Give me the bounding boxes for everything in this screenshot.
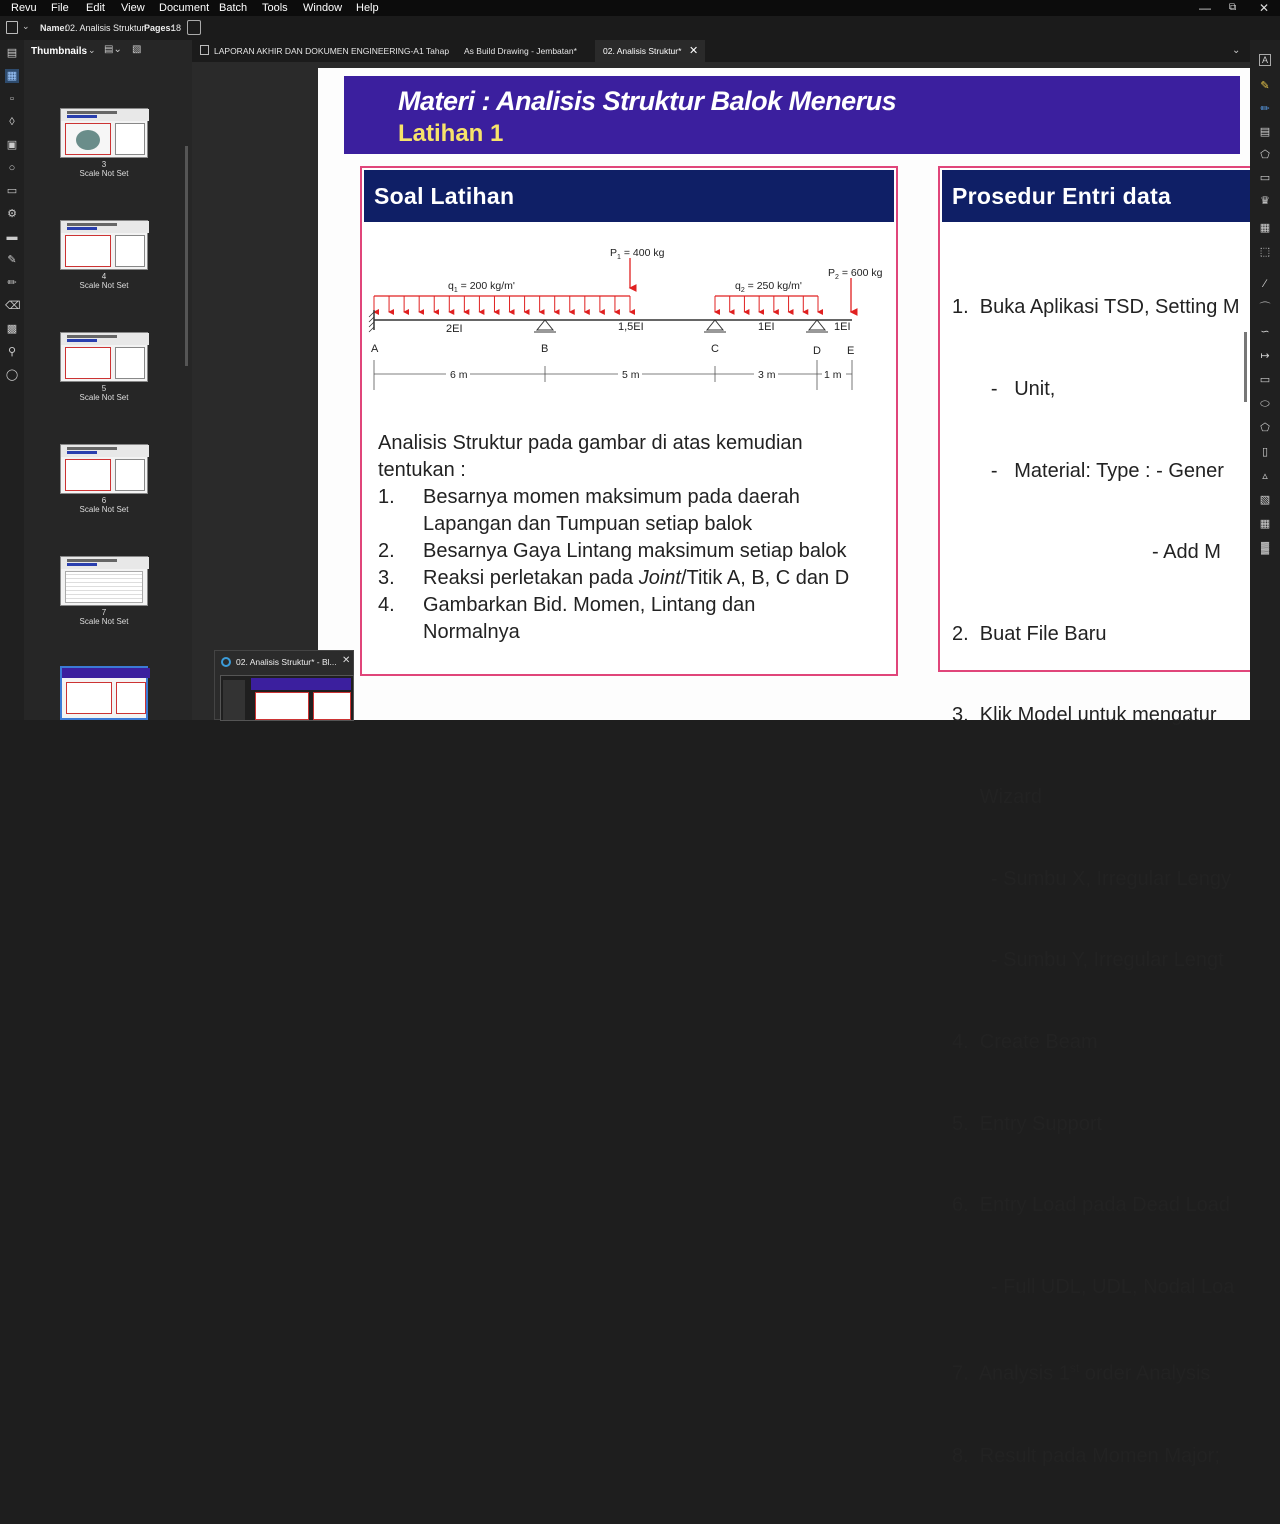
procedure-line: 5. Entry Support [952, 1112, 1103, 1135]
eraser-icon[interactable]: ⌫ [5, 300, 21, 312]
question-text: Reaksi perletakan pada Joint/Titik A, B, C dan D [423, 567, 850, 589]
thumbnail-page-5[interactable] [60, 332, 148, 382]
slide-banner [344, 76, 1240, 154]
question-item [378, 484, 893, 538]
thumbnail-page-3[interactable] [60, 108, 148, 158]
thumbnails-scrollbar[interactable] [185, 146, 188, 366]
menu-help[interactable]: Help [356, 2, 379, 14]
question-text: Gambarkan Bid. Momen, Lintang dan [423, 594, 756, 616]
ei-label: 1,5EI [618, 321, 644, 333]
procedure-line: - Material: Type : - Gener [952, 459, 1224, 482]
menu-edit[interactable]: Edit [86, 2, 105, 14]
thumbnail-scale: Scale Not Set [79, 281, 129, 290]
preview-title: 02. Analisis Struktur* - Bl... [236, 657, 337, 667]
preview-thumbnail [220, 675, 354, 721]
thumbnail-page-7[interactable] [60, 556, 148, 606]
slide-subtitle: Latihan 1 [398, 120, 504, 147]
ei-label: 2EI [446, 323, 463, 335]
procedure-line: - Sumbu Y, Irregular Lengt [952, 949, 1224, 972]
question-number: 2. [378, 540, 395, 562]
line-icon[interactable]: ∕ [1264, 278, 1266, 290]
image-icon[interactable]: ▦ [1259, 222, 1271, 234]
polygon-icon[interactable]: ⬠ [1260, 422, 1270, 434]
chevron-down-icon[interactable]: ⌄ [22, 21, 30, 31]
procedure-line: 8. Result pada Momen Major; [952, 1444, 1220, 1467]
bookmarks-icon[interactable]: ▫ [10, 93, 14, 105]
intro-line: tentukan : [378, 459, 466, 481]
q2-label: $q_2 = 250$ kg/m' [735, 280, 802, 294]
toolchest-icon[interactable]: ▣ [6, 139, 18, 151]
layers-icon[interactable]: ◊ [9, 116, 15, 128]
question-item [378, 592, 893, 646]
close-tab-icon[interactable]: ✕ [689, 45, 699, 57]
document-icon[interactable] [6, 21, 18, 34]
document-canvas[interactable] [192, 62, 1250, 1467]
name-label: Name: [40, 23, 68, 33]
question-item [378, 538, 893, 565]
procedure-list [952, 240, 1240, 1524]
links-icon[interactable]: ◯ [5, 369, 19, 381]
procedure-line: - Add M [952, 541, 1221, 564]
polyline-icon[interactable]: ∽ [1260, 326, 1270, 338]
signatures-icon[interactable]: ○ [8, 162, 16, 174]
signature-icon[interactable]: ♛ [1260, 195, 1270, 207]
p1-label: $P_1 = 400$ kg [610, 247, 665, 261]
pdf-document-icon [200, 45, 209, 55]
page-setup-icon[interactable] [187, 20, 201, 35]
support-label: D [813, 345, 821, 357]
text-box-icon[interactable]: A [1259, 54, 1271, 66]
procedure-line: - Sumbu X, Irregular Lengy [952, 867, 1232, 890]
procedure-line: 6. Entry Load pada Dead Load [952, 1194, 1230, 1217]
thumbnail-scale: Scale Not Set [79, 505, 129, 514]
area-measure-icon[interactable]: ▯ [1261, 446, 1269, 458]
close-preview-icon[interactable]: ✕ [342, 655, 351, 666]
procedure-line: 4. Create Beam [952, 1030, 1098, 1053]
support-label: C [711, 343, 719, 355]
thumbnail-page-number: 3 [101, 160, 107, 169]
properties-bar [0, 16, 1280, 40]
thumbnail-page-number: 7 [101, 608, 107, 617]
print-icon[interactable]: ▩ [6, 323, 18, 335]
soal-latihan-header: Soal Latihan [364, 170, 894, 222]
support-label: B [541, 343, 549, 355]
snapshot-icon[interactable]: ⬚ [1259, 246, 1271, 258]
pin-support-b [537, 320, 553, 330]
support-label: A [371, 343, 379, 355]
ei-label: 1EI [834, 321, 851, 333]
settings-icon[interactable]: ⚙ [7, 208, 17, 220]
count-icon[interactable]: ▧ [1259, 494, 1271, 506]
tab-laporan-akhir[interactable] [192, 40, 454, 62]
forms-icon[interactable]: ▭ [6, 185, 18, 197]
chevron-down-icon[interactable]: ⌄ [88, 45, 96, 55]
udl-q2-arrows [715, 296, 818, 312]
hatch-icon[interactable]: ▦ [1259, 518, 1271, 530]
span-label: 6 m [450, 369, 468, 381]
menu-revu[interactable]: Revu [11, 2, 37, 14]
question-text: Besarnya momen maksimum pada daerah [423, 486, 800, 508]
beam-diagram [362, 228, 896, 398]
ruler-icon[interactable]: ▓ [1260, 542, 1270, 554]
thumbnail-scale: Scale Not Set [79, 393, 129, 402]
question-number: 1. [378, 486, 395, 508]
question-list [378, 484, 893, 646]
thumbnail-size-icon[interactable]: ▤⌄ [104, 44, 122, 55]
question-text: Besarnya Gaya Lintang maksimum setiap balok [423, 540, 847, 562]
highlight-icon[interactable]: ✎ [1260, 80, 1270, 92]
name-value: 02. Analisis Struktur [65, 23, 145, 33]
tab-analisis-struktur[interactable] [595, 40, 705, 62]
dimension-icon[interactable]: ↦ [1260, 350, 1270, 362]
span-label: 3 m [758, 369, 776, 381]
thumbnail-options-icon[interactable]: ▧ [132, 44, 142, 55]
app-icon [221, 657, 231, 667]
thumbnail-scale: Scale Not Set [79, 169, 129, 178]
thumbnail-scale: Scale Not Set [79, 617, 129, 626]
tabs-menu-chevron-icon[interactable]: ⌄ [1232, 45, 1241, 56]
minimize-icon[interactable]: — [1199, 1, 1211, 15]
close-window-icon[interactable]: ✕ [1259, 1, 1270, 15]
question-number: 3. [378, 567, 395, 589]
thumbnail-page-6[interactable] [60, 444, 148, 494]
prosedur-entri-box [938, 166, 1278, 1467]
tab-as-build-drawing[interactable] [456, 40, 592, 62]
thumbnail-page-number: 4 [101, 272, 107, 281]
question-item [378, 565, 893, 592]
thumbnail-page-number: 6 [101, 496, 107, 505]
tab-label: LAPORAN AKHIR DAN DOKUMEN ENGINEERING-A1 Tahap [214, 46, 450, 56]
thumbnail-page-current[interactable] [60, 666, 148, 720]
menu-file[interactable]: File [51, 2, 69, 14]
canvas-scrollbar[interactable] [1244, 332, 1247, 402]
right-tool-rail [1250, 40, 1280, 720]
q1-label: $q_1 = 200$ kg/m' [448, 280, 515, 294]
soal-latihan-box [360, 166, 898, 676]
window-preview-popup[interactable] [214, 650, 354, 720]
pin-support-d [809, 320, 825, 330]
shape-icon[interactable]: ⬠ [1260, 149, 1270, 161]
span-label: 1 m [824, 369, 842, 381]
question-number: 4. [378, 594, 395, 616]
span-label: 5 m [622, 369, 640, 381]
properties-icon[interactable]: ✎ [7, 254, 17, 266]
procedure-line: 3. Klik Model untuk mengatur [952, 704, 1217, 727]
menu-batch[interactable]: Batch [219, 2, 248, 14]
pen-icon[interactable]: ✏ [1260, 103, 1270, 115]
procedure-line: 2. Buat File Baru [952, 622, 1107, 645]
procedure-line: - Unit, [952, 378, 1056, 401]
thumbnails-title: Thumbnails [31, 46, 88, 57]
procedure-line: Wizard [952, 786, 1043, 809]
menu-view[interactable]: View [121, 2, 145, 14]
tab-label: As Build Drawing - Jembatan* [464, 46, 577, 56]
udl-q1-arrows [374, 296, 630, 312]
measurements-icon[interactable]: ▬ [6, 231, 18, 243]
thumbnail-page-4[interactable] [60, 220, 148, 270]
callout-icon[interactable]: ▭ [1259, 172, 1271, 184]
thumbnails-panel [24, 40, 192, 720]
procedure-line: 1. Buka Aplikasi TSD, Setting M [952, 296, 1240, 319]
pages-value: 18 [171, 23, 182, 33]
left-tool-strip [0, 40, 24, 720]
procedure-line: - Full UDL, UDL, Nodal Loa [952, 1275, 1235, 1298]
perimeter-icon[interactable]: ▵ [1262, 470, 1268, 482]
pin-support-c [707, 320, 723, 330]
ellipse-icon[interactable]: ⬭ [1260, 398, 1270, 410]
restore-icon[interactable]: ⧉ [1229, 2, 1237, 13]
prosedur-entri-header: Prosedur Entri data [942, 170, 1278, 222]
question-intro [378, 430, 888, 484]
pages-label: Pages: [144, 23, 174, 33]
question-text: Lapangan dan Tumpuan setiap balok [423, 513, 753, 535]
tab-label: 02. Analisis Struktur* [603, 46, 682, 56]
pdf-page [318, 68, 1250, 1467]
menu-tools[interactable]: Tools [262, 2, 288, 14]
support-label: E [847, 345, 855, 357]
menu-window[interactable]: Window [303, 2, 343, 14]
stamp-icon[interactable]: ▤ [1259, 126, 1271, 138]
arc-icon[interactable]: ⌒ [1259, 302, 1271, 314]
menu-document[interactable]: Document [159, 2, 210, 14]
ei-label: 1EI [758, 321, 775, 333]
document-tabs [192, 40, 1250, 62]
question-text: Normalnya [423, 621, 520, 643]
markup-icon[interactable]: ✏ [7, 277, 17, 289]
p2-label: $P_2 = 600$ kg [828, 267, 883, 281]
thumbnails-icon[interactable]: ▦ [6, 70, 18, 82]
search-icon[interactable]: ⚲ [7, 346, 17, 358]
procedure-line: 7. Analysis 1st order Analysis [952, 1361, 1211, 1385]
menu-bar [0, 0, 1280, 16]
file-access-icon[interactable]: ▤ [6, 47, 18, 59]
rectangle-icon[interactable]: ▭ [1259, 374, 1271, 386]
slide-title: Materi : Analisis Struktur Balok Menerus [398, 86, 897, 116]
thumbnail-page-number: 5 [101, 384, 107, 393]
intro-line: Analisis Struktur pada gambar di atas kemudian [378, 432, 803, 454]
